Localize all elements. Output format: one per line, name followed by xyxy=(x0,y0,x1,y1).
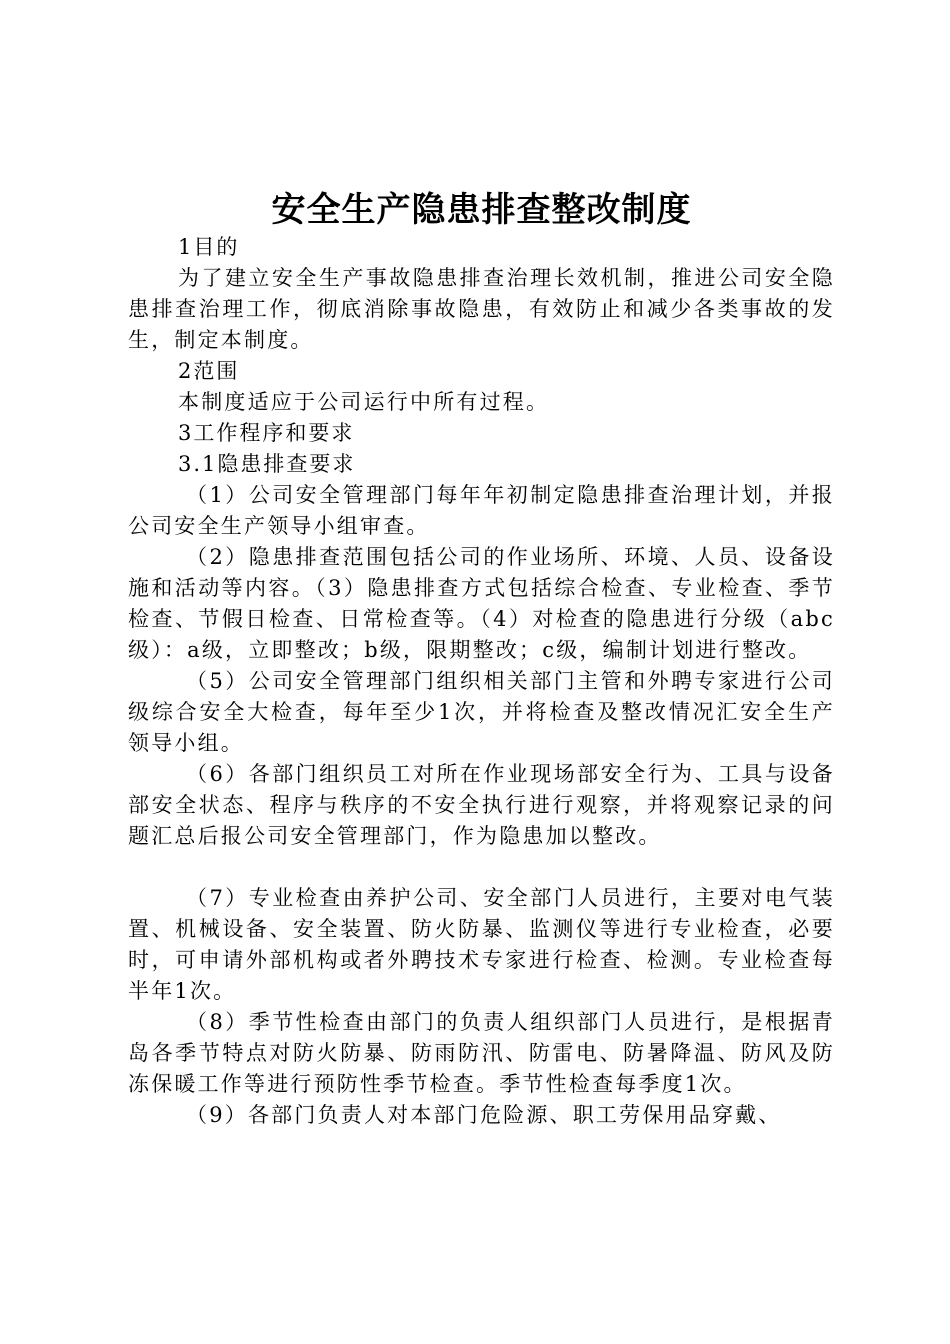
section-heading-procedure: 3工作程序和要求 xyxy=(178,421,355,445)
paragraph-scope: 本制度适应于公司运行中所有过程。 xyxy=(178,390,550,414)
list-item-8: （8）季节性检查由部门的负责人组织部门人员进行，是根据青岛各季节特点对防火防暴、防雨防汛、防雷电、防暑降温、防风及防冻保暖工作等进行预防性季节检查。季节性检查每季度1次。 xyxy=(128,1010,835,1096)
document-body xyxy=(128,232,835,1131)
list-item-5: （5）公司安全管理部门组织相关部门主管和外聘专家进行公司级综合安全大检查，每年至少1次，并将检查及整改情况汇安全生产领导小组。 xyxy=(128,669,835,755)
list-item-6: （6）各部门组织员工对所在作业现场部安全行为、工具与设备部安全状态、程序与秩序的不安全执行进行观察，并将观察记录的问题汇总后报公司安全管理部门，作为隐患加以整改。 xyxy=(128,762,835,848)
list-item-7: （7）专业检查由养护公司、安全部门人员进行，主要对电气装置、机械设备、安全装置、防火防暴、监测仪等进行专业检查，必要时，可申请外部机构或者外聘技术专家进行检查、检测。专业检查每半年1次。 xyxy=(128,886,835,1003)
paragraph-gap xyxy=(128,852,835,883)
subsection-heading-requirements: 3.1隐患排查要求 xyxy=(178,452,356,476)
paragraph-purpose: 为了建立安全生产事故隐患排查治理长效机制，推进公司安全隐患排查治理工作，彻底消除事故隐患，有效防止和减少各类事故的发生，制定本制度。 xyxy=(128,266,835,352)
document-title: 安全生产隐患排查整改制度 xyxy=(271,190,692,230)
list-item-2-4: （2）隐患排查范围包括公司的作业场所、环境、人员、设备设施和活动等内容。（3）隐患排查方式包括综合检查、专业检查、季节检查、节假日检查、日常检查等。（4）对检查的隐患进行分级（abc级）：a级，立即整改；b级，限期整改；c级，编制计划进行整改。 xyxy=(128,545,835,662)
list-item-1: （1）公司安全管理部门每年年初制定隐患排查治理计划，并报公司安全生产领导小组审查。 xyxy=(128,483,835,538)
section-heading-purpose: 1目的 xyxy=(178,235,240,259)
section-heading-scope: 2范围 xyxy=(178,359,240,383)
list-item-9: （9）各部门负责人对本部门危险源、职工劳保用品穿戴、 xyxy=(186,1103,782,1127)
